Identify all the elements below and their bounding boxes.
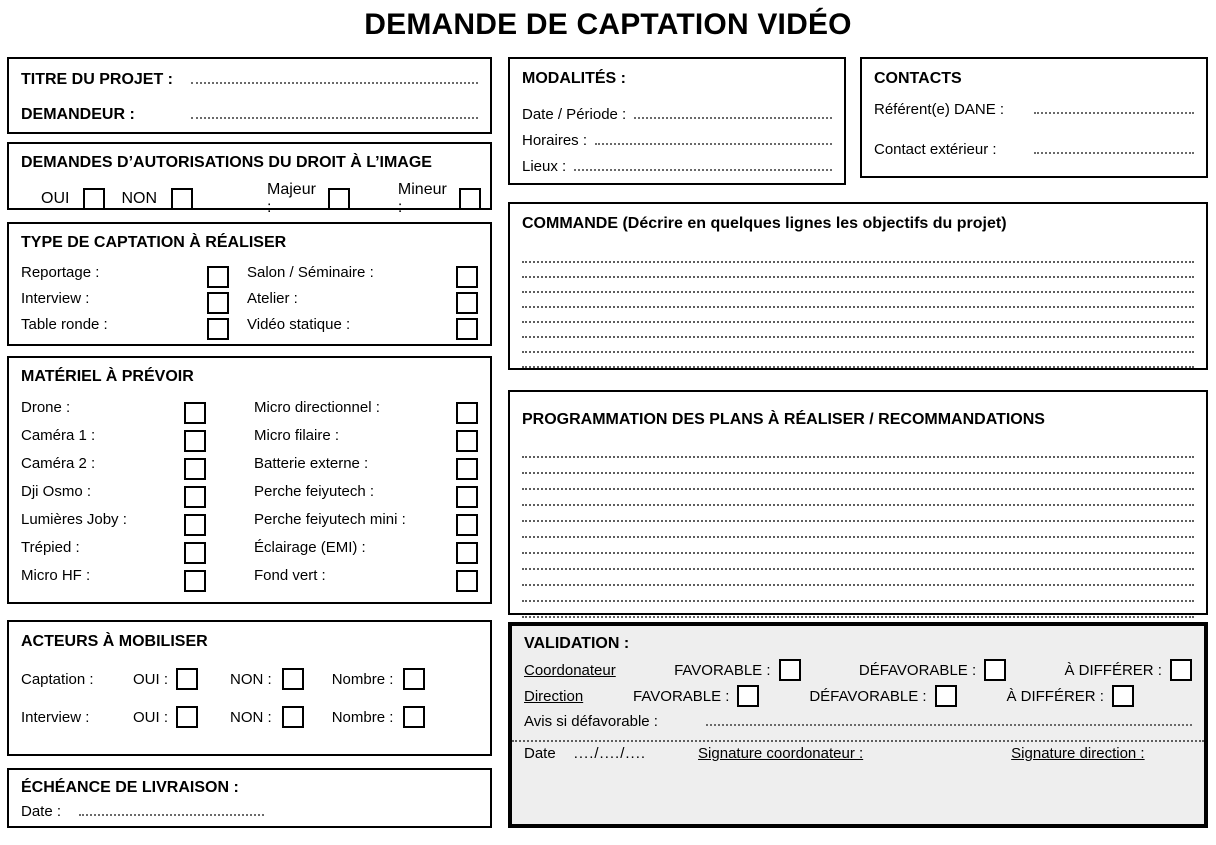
non-checkbox[interactable] [171,188,193,210]
materiel-option [21,561,206,589]
writing-line[interactable] [522,522,1194,538]
section-autorisations [7,142,492,216]
type-captation-option-label: Salon / Séminaire : [247,263,374,281]
type-captation-checkbox[interactable] [207,318,229,340]
type-captation-columns [21,259,478,337]
materiel-checkbox[interactable] [184,430,206,452]
materiel-option [21,449,206,477]
writing-line[interactable] [522,338,1194,353]
materiel-checkbox[interactable] [456,430,478,452]
section-acteurs [7,620,492,756]
type-captation-option-label: Vidéo statique : [247,315,351,333]
favorable-checkbox[interactable] [737,685,759,707]
acteurs-non-checkbox[interactable] [282,668,304,690]
materiel-option [21,505,206,533]
defavorable-label: DÉFAVORABLE : [809,687,927,705]
programmation-writing-area [522,442,1194,618]
modalites-field-label: Date / Période : [522,106,627,123]
validation-divider-line[interactable] [512,740,1204,742]
materiel-columns [21,393,478,589]
writing-line[interactable] [522,602,1194,618]
writing-line[interactable] [522,248,1194,263]
materiel-checkbox[interactable] [456,542,478,564]
type-captation-checkbox[interactable] [207,292,229,314]
modalites-fields [522,103,832,178]
type-captation-right-column [247,259,478,337]
materiel-option-label: Batterie externe : [254,454,369,472]
section-type-captation [7,222,492,346]
contacts-header: CONTACTS [874,70,962,87]
differer-label: À DIFFÉRER : [1006,687,1104,705]
avis-label: Avis si défavorable : [524,713,658,730]
validation-differer-group [1006,685,1134,707]
autorisations-header: DEMANDES D’AUTORISATIONS DU DROIT À L’IMAGE [21,154,432,171]
validation-date-label: Date [524,745,556,762]
acteurs-nombre-label: Nombre : [331,670,394,688]
acteurs-oui-checkbox[interactable] [176,668,198,690]
acteurs-header: ACTEURS À MOBILISER [21,633,208,650]
materiel-checkbox[interactable] [184,570,206,592]
acteurs-nombre-checkbox[interactable] [403,706,425,728]
materiel-option [254,393,478,421]
materiel-option-label: Perche feiyutech : [254,482,375,500]
autorisations-options-row [21,181,478,217]
validation-differer-group [1064,659,1192,681]
section-project [7,57,492,134]
materiel-option [254,505,478,533]
materiel-option-label: Fond vert : [254,566,326,584]
modalites-field-row [522,103,832,126]
type-captation-checkbox[interactable] [456,292,478,314]
type-captation-checkbox[interactable] [456,318,478,340]
materiel-option-label: Micro filaire : [254,426,340,444]
acteurs-row-label: Interview : [21,708,90,726]
form-title: DEMANDE DE CAPTATION VIDÉO [364,8,852,41]
materiel-checkbox[interactable] [456,486,478,508]
validation-rows [524,659,1192,707]
materiel-checkbox[interactable] [456,458,478,480]
acteurs-rows [21,668,478,728]
type-captation-option [247,285,478,311]
modalites-field-row [522,155,832,178]
contacts-field-label: Contact extérieur : [874,141,997,158]
project-title-row [21,71,478,89]
materiel-checkbox[interactable] [456,514,478,536]
materiel-option-label: Dji Osmo : [21,482,92,500]
acteurs-non-checkbox[interactable] [282,706,304,728]
requester-row [21,106,478,124]
type-captation-left-column [21,259,229,337]
modalites-field-label: Horaires : [522,132,588,149]
materiel-option [21,477,206,505]
validation-defavorable-group [859,659,1006,681]
acteurs-row [21,706,478,728]
acteurs-nombre-checkbox[interactable] [403,668,425,690]
writing-line[interactable] [522,323,1194,338]
section-contacts [860,57,1208,178]
type-captation-option [247,311,478,337]
type-captation-option [21,285,229,311]
materiel-checkbox[interactable] [184,402,206,424]
writing-line[interactable] [522,293,1194,308]
favorable-label: FAVORABLE : [633,687,730,705]
validation-date-dots[interactable]: ..../..../.... [573,745,647,762]
writing-line[interactable] [522,263,1194,278]
modalites-input-line[interactable] [595,132,832,145]
defavorable-checkbox[interactable] [935,685,957,707]
writing-line[interactable] [522,570,1194,586]
writing-line[interactable] [522,308,1194,323]
signature-direction-label: Signature direction : [1011,745,1145,762]
signature-coordonateur-label: Signature coordonateur : [698,745,864,762]
materiel-option-label: Micro directionnel : [254,398,380,416]
writing-line[interactable] [522,554,1194,570]
materiel-option-label: Drone : [21,398,71,416]
modalites-field-label: Lieux : [522,158,567,175]
materiel-option [254,561,478,589]
contacts-field-row [874,99,1194,121]
modalites-field-row [522,129,832,152]
type-captation-option-label: Interview : [21,289,90,307]
acteurs-oui-label: OUI : [133,708,169,726]
writing-line[interactable] [522,278,1194,293]
materiel-option [254,533,478,561]
materiel-option [21,393,206,421]
non-label: NON [121,190,158,207]
section-modalites [508,57,846,185]
mineur-label: Mineur : [397,181,447,216]
commande-header: COMMANDE (Décrire en quelques lignes les objectifs du projet) [522,215,1007,232]
type-captation-checkbox[interactable] [456,266,478,288]
materiel-option [21,421,206,449]
contacts-fields [874,99,1194,161]
acteurs-nombre-label: Nombre : [331,708,394,726]
materiel-option [254,449,478,477]
writing-line[interactable] [522,353,1194,368]
validation-favorable-group [633,685,759,707]
materiel-checkbox[interactable] [184,486,206,508]
materiel-checkbox[interactable] [184,542,206,564]
validation-favorable-group [674,659,800,681]
contacts-input-line[interactable] [1034,141,1194,154]
type-captation-option-label: Atelier : [247,289,298,307]
requester-input-line[interactable] [191,106,478,119]
contacts-field-row [874,139,1194,161]
materiel-option [254,421,478,449]
section-echeance [7,768,492,828]
validation-role-label: Direction [524,687,584,705]
materiel-option-label: Caméra 1 : [21,426,96,444]
acteurs-non-label: NON : [230,708,272,726]
defavorable-label: DÉFAVORABLE : [858,661,977,679]
materiel-option [21,533,206,561]
writing-line[interactable] [522,490,1194,506]
materiel-option [254,477,478,505]
materiel-option-label: Perche feiyutech mini : [254,510,406,528]
differer-label: À DIFFÉRER : [1064,661,1162,679]
project-title-input-line[interactable] [191,71,478,84]
oui-label: OUI [41,190,70,207]
acteurs-oui-label: OUI : [133,670,169,688]
contacts-field-label: Référent(e) DANE : [874,101,1005,118]
validation-row [524,659,1192,681]
oui-checkbox[interactable] [83,188,105,210]
validation-row [524,685,1192,707]
materiel-option-label: Lumières Joby : [21,510,127,528]
materiel-checkbox[interactable] [184,514,206,536]
defavorable-checkbox[interactable] [984,659,1006,681]
materiel-option-label: Trépied : [21,538,80,556]
writing-line[interactable] [522,538,1194,554]
avis-row [524,713,1192,730]
materiel-option-label: Éclairage (EMI) : [254,538,366,556]
materiel-option-label: Caméra 2 : [21,454,96,472]
writing-line[interactable] [522,474,1194,490]
type-captation-option [21,311,229,337]
favorable-label: FAVORABLE : [674,661,771,679]
materiel-checkbox[interactable] [456,402,478,424]
section-programmation [508,390,1208,615]
modalites-input-line[interactable] [634,106,832,119]
majeur-checkbox[interactable] [328,188,350,210]
type-captation-option-label: Table ronde : [21,315,108,333]
requester-label: DEMANDEUR : [21,106,135,123]
commande-writing-area [522,248,1194,368]
modalites-header: MODALITÉS : [522,70,626,87]
type-captation-option-label: Reportage : [21,263,100,281]
materiel-header: MATÉRIEL À PRÉVOIR [21,368,194,385]
echeance-date-label: Date : [21,803,62,820]
materiel-right-column [254,393,478,589]
echeance-header: ÉCHÉANCE DE LIVRAISON : [21,779,239,796]
writing-line[interactable] [522,458,1194,474]
section-materiel [7,356,492,604]
materiel-checkbox[interactable] [456,570,478,592]
writing-line[interactable] [522,442,1194,458]
writing-line[interactable] [522,586,1194,602]
acteurs-non-label: NON : [230,670,272,688]
acteurs-row [21,668,478,690]
materiel-left-column [21,393,206,589]
type-captation-header: TYPE DE CAPTATION À RÉALISER [21,234,287,251]
differer-checkbox[interactable] [1170,659,1192,681]
echeance-date-input-line[interactable] [79,803,264,816]
programmation-header: PROGRAMMATION DES PLANS À RÉALISER / RECOMMANDATIONS [522,411,1045,428]
acteurs-row-label: Captation : [21,670,94,688]
type-captation-option [21,259,229,285]
majeur-label: Majeur : [267,181,316,216]
project-title-label: TITRE DU PROJET : [21,71,174,88]
favorable-checkbox[interactable] [779,659,801,681]
materiel-option-label: Micro HF : [21,566,91,584]
echeance-date-row [21,803,478,820]
validation-header: VALIDATION : [524,635,630,652]
section-validation [508,622,1208,828]
validation-role-label: Coordonateur [524,661,616,679]
acteurs-oui-checkbox[interactable] [176,706,198,728]
modalites-input-line[interactable] [574,158,832,171]
section-commande [508,202,1208,370]
avis-input-line[interactable] [706,713,1192,726]
contacts-input-line[interactable] [1034,101,1194,114]
mineur-checkbox[interactable] [459,188,481,210]
differer-checkbox[interactable] [1112,685,1134,707]
type-captation-checkbox[interactable] [207,266,229,288]
type-captation-option [247,259,478,285]
signature-row [524,745,1192,762]
validation-defavorable-group [809,685,956,707]
materiel-checkbox[interactable] [184,458,206,480]
writing-line[interactable] [522,506,1194,522]
